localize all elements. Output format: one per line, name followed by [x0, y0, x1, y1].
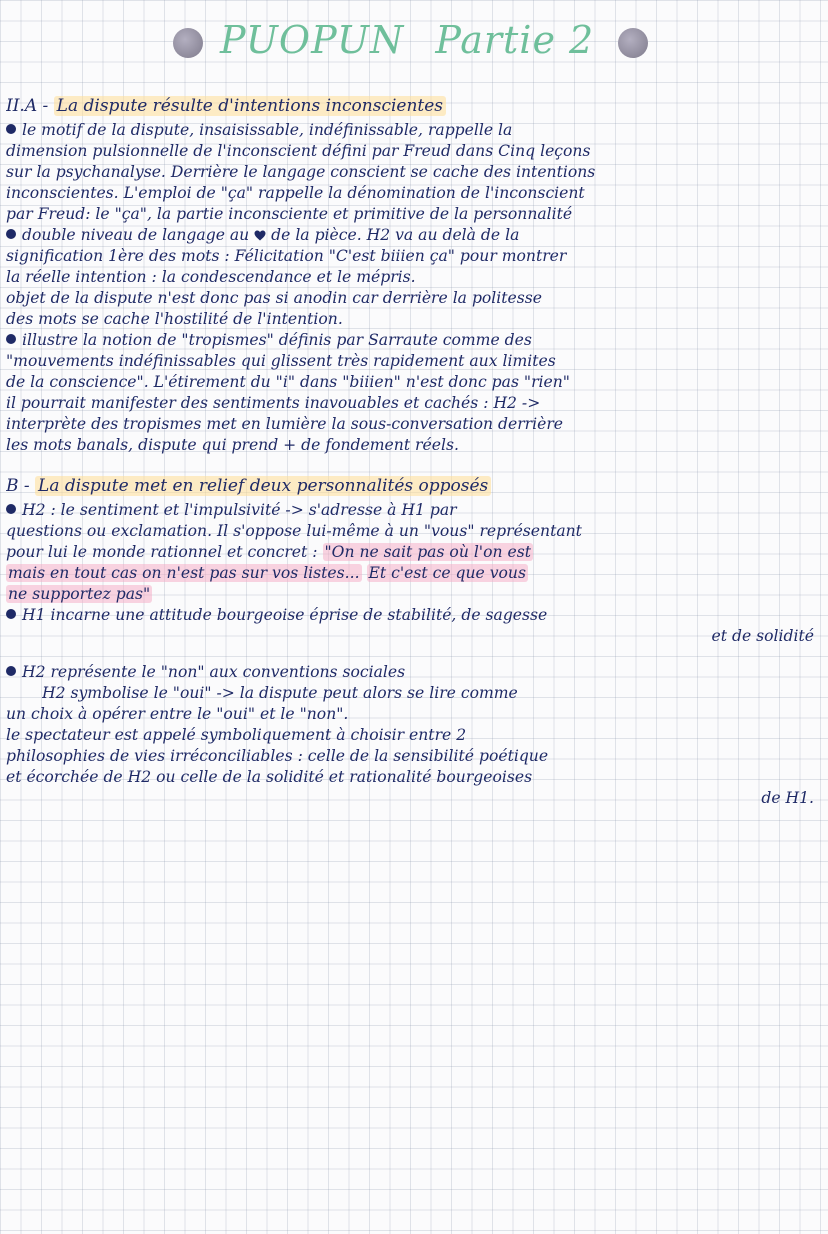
- section-b-spect-2: philosophies de vies irréconciliables : celle de la sensibilité poétique: [6, 747, 549, 765]
- bullet-dot-icon: [6, 334, 16, 344]
- section-a-line-1: le motif de la dispute, insaisissable, indéfinissable, rappelle la: [6, 120, 822, 140]
- section-b-heading: [6, 476, 822, 496]
- section-b-h2-line: H2 : le sentiment et l'impulsivité -> s'adresse à H1 par: [6, 500, 822, 520]
- section-a-line-2: dimension pulsionnelle de l'inconscient défini par Freud dans Cinq leçons: [6, 142, 591, 160]
- title-part1: PUOPUN: [220, 18, 405, 62]
- section-a-line-11: illustre la notion de "tropismes" définis par Sarraute comme des: [6, 330, 822, 350]
- punch-hole-left: [173, 28, 203, 58]
- section-a-line-14: il pourrait manifester des sentiments inavouables et cachés : H2 ->: [6, 394, 541, 412]
- section-a-line-3: sur la psychanalyse. Derrière le langage conscient se cache des intentions: [6, 163, 596, 181]
- punch-hole-right: [618, 28, 648, 58]
- bullet-dot-icon: [6, 504, 16, 514]
- section-b-h1-line: H1 incarne une attitude bourgeoise éprise de stabilité, de sagesse: [6, 605, 822, 625]
- section-b-line-2: questions ou exclamation. Il s'oppose lui-même à un "vous" représentant: [6, 522, 582, 540]
- section-b-spect-3: et écorchée de H2 ou celle de la solidité et rationalité bourgeoises: [6, 768, 533, 786]
- bullet-dot-icon: [6, 609, 16, 619]
- section-b-spect-1: le spectateur est appelé symboliquement à choisir entre 2: [6, 726, 467, 744]
- section-a-line-12: "mouvements indéfinissables qui glissent très rapidement aux limites: [6, 352, 556, 370]
- section-a-number: II.A -: [6, 96, 49, 116]
- page-title: [220, 18, 600, 62]
- section-a-line-4: inconscientes. L'emploi de "ça" rappelle la dénomination de l'inconscient: [6, 184, 585, 202]
- quote-highlight: ne supportez pas": [8, 585, 151, 603]
- section-a-line-5: par Freud: le "ça", la partie inconsciente et primitive de la personnalité: [6, 205, 573, 223]
- section-a-line-15: interprète des tropismes met en lumière la sous-conversation derrière: [6, 415, 564, 433]
- section-b-line-4: [6, 563, 822, 583]
- section-b-choix: un choix à opérer entre le "oui" et le "non".: [6, 705, 349, 723]
- section-a-line-16: les mots banals, dispute qui prend + de fondement réels.: [6, 436, 459, 454]
- bullet-dot-icon: [6, 229, 16, 239]
- section-a-double-line: double niveau de langage au de la pièce. H2 va au delà de la: [6, 225, 822, 245]
- section-b-line-3: pour lui le monde rationnel et concret : "On ne sait pas où l'on est: [6, 543, 531, 561]
- section-b-line-5: [6, 584, 822, 604]
- section-b-number: B -: [6, 476, 30, 496]
- quote-highlight: mais en tout cas on n'est pas sur vos listes...: [8, 564, 360, 582]
- section-b-h1-end: et de solidité: [711, 627, 814, 645]
- section-b-h2-oui: H2 symbolise le "oui" -> la dispute peut alors se lire comme: [42, 684, 518, 702]
- bullet-dot-icon: [6, 666, 16, 676]
- section-a-line-7: signification 1ère des mots : Félicitation "C'est biiien ça" pour montrer: [6, 247, 567, 265]
- section-b-spect-4: de H1.: [761, 789, 814, 807]
- section-a-heading: [6, 96, 822, 116]
- section-a-line-8: la réelle intention : la condescendance et le mépris.: [6, 268, 416, 286]
- section-a-line-13: de la conscience". L'étirement du "i" dans "biiien" n'est donc pas "rien": [6, 373, 570, 391]
- quote-highlight: "On ne sait pas où l'on est: [324, 543, 531, 561]
- bullet-dot-icon: [6, 124, 16, 134]
- title-part2: Partie 2: [435, 18, 595, 62]
- section-a-line-9: objet de la dispute n'est donc pas si anodin car derrière la politesse: [6, 289, 543, 307]
- section-b-h2-non: H2 représente le "non" aux conventions sociales: [6, 662, 822, 682]
- section-b-title: La dispute met en relief deux personnalités opposés: [35, 476, 491, 496]
- section-a-line-10: des mots se cache l'hostilité de l'intention.: [6, 310, 343, 328]
- quote-highlight: Et c'est ce que vous: [368, 564, 526, 582]
- section-a-title: La dispute résulte d'intentions inconscientes: [54, 96, 446, 116]
- heart-icon: [254, 230, 266, 241]
